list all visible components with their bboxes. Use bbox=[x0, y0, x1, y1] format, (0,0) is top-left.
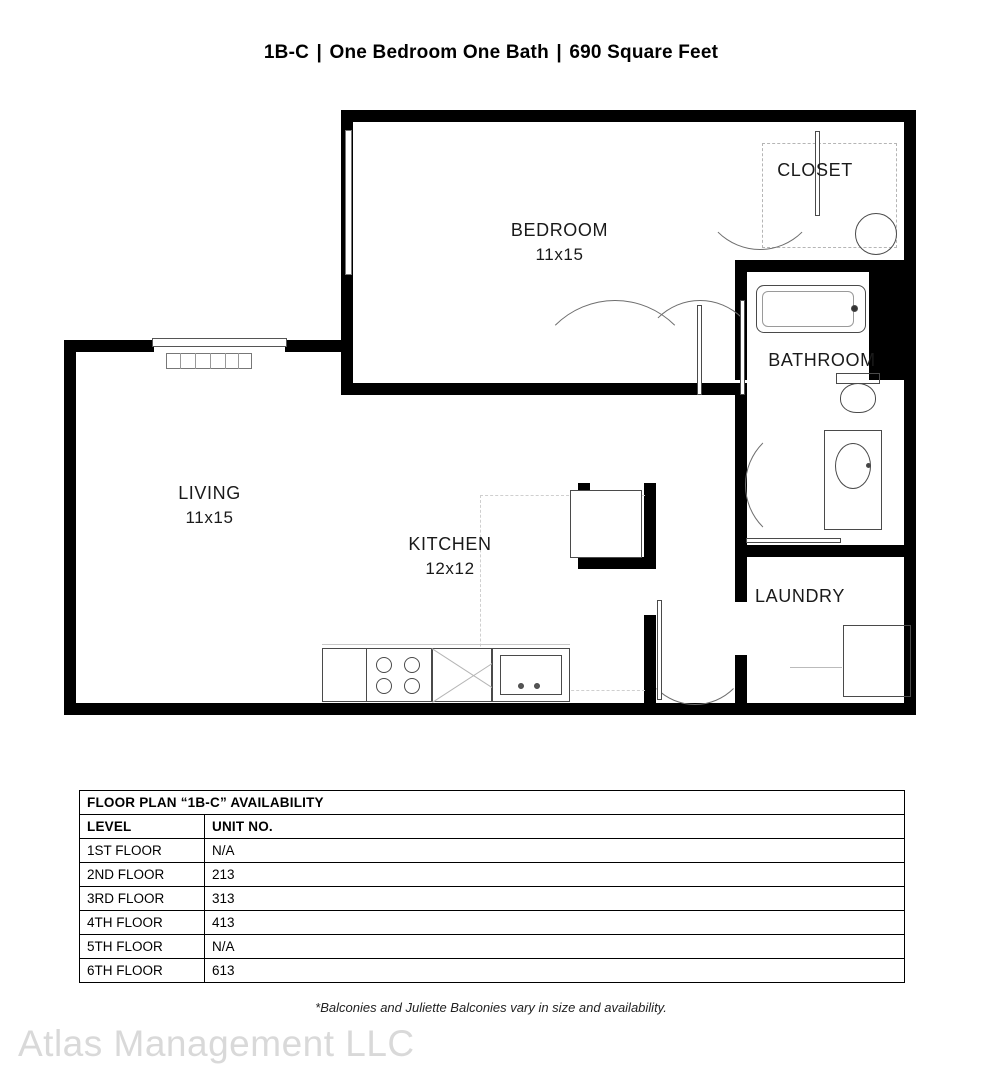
bathroom-door2-panel bbox=[746, 538, 841, 543]
living-balcony-grate bbox=[166, 353, 252, 369]
laundry-floor-line bbox=[790, 667, 842, 668]
wall-living-bottom bbox=[64, 703, 916, 715]
table-row bbox=[80, 887, 905, 911]
floor-plan-diagram bbox=[0, 95, 982, 745]
wall-kitchen-stub-right bbox=[644, 483, 656, 569]
title-separator-1: | bbox=[316, 42, 323, 63]
range-burner-3 bbox=[376, 678, 392, 694]
vanity-faucet bbox=[866, 463, 871, 468]
wall-bathroom-top bbox=[735, 260, 916, 272]
table-caption-row bbox=[80, 791, 905, 815]
bedroom-door-swing bbox=[530, 300, 700, 470]
wall-living-left bbox=[64, 340, 76, 715]
cell-unit: 213 bbox=[205, 863, 905, 887]
room-label-bedroom bbox=[452, 217, 667, 268]
bathtub-drain bbox=[851, 305, 858, 312]
kitchen-sink-basin bbox=[500, 655, 562, 695]
room-dim-bedroom: 11x15 bbox=[535, 245, 584, 265]
availability-caption: FLOOR PLAN “1B-C” AVAILABILITY bbox=[80, 791, 905, 815]
table-row bbox=[80, 911, 905, 935]
living-balcony-grate-line-1 bbox=[180, 353, 181, 369]
room-label-living bbox=[112, 480, 307, 531]
room-label-closet bbox=[715, 157, 915, 183]
availability-table bbox=[79, 790, 905, 983]
room-name-closet: CLOSET bbox=[777, 160, 853, 180]
sink-faucet-1 bbox=[518, 683, 524, 689]
bedroom-door-panel bbox=[697, 305, 702, 395]
bedroom-window bbox=[345, 130, 352, 275]
room-dim-kitchen: 12x12 bbox=[425, 559, 475, 579]
sink-faucet-2 bbox=[534, 683, 540, 689]
table-row bbox=[80, 935, 905, 959]
laundry-door-panel bbox=[657, 600, 662, 700]
room-label-bathroom bbox=[712, 347, 932, 373]
cell-unit: N/A bbox=[205, 935, 905, 959]
column-header-unit: UNIT NO. bbox=[205, 815, 905, 839]
living-balcony-rail bbox=[152, 338, 287, 347]
cell-unit: 413 bbox=[205, 911, 905, 935]
cell-unit: N/A bbox=[205, 839, 905, 863]
plan-area: 690 Square Feet bbox=[569, 42, 719, 63]
room-name-bathroom: BATHROOM bbox=[768, 350, 876, 370]
footnote: *Balconies and Juliette Balconies vary in size and availability. bbox=[315, 1000, 667, 1015]
cell-unit: 613 bbox=[205, 959, 905, 983]
room-name-laundry: LAUNDRY bbox=[755, 586, 845, 606]
living-balcony-grate-line-3 bbox=[210, 353, 211, 369]
title-separator-2: | bbox=[556, 42, 562, 63]
wall-living-top-right bbox=[285, 340, 353, 352]
table-row bbox=[80, 839, 905, 863]
kitchen-counter-edge bbox=[322, 644, 570, 645]
toilet-bowl bbox=[840, 383, 876, 413]
wall-laundry-top bbox=[735, 545, 916, 557]
table-row bbox=[80, 863, 905, 887]
kitchen-range bbox=[366, 648, 432, 702]
cell-level: 2ND FLOOR bbox=[80, 863, 205, 887]
watermark-logo: Atlas Management LLC bbox=[18, 1023, 415, 1064]
range-burner-4 bbox=[404, 678, 420, 694]
range-burner-1 bbox=[376, 657, 392, 673]
cell-level: 6TH FLOOR bbox=[80, 959, 205, 983]
room-dim-living: 11x15 bbox=[185, 508, 234, 528]
table-row bbox=[80, 959, 905, 983]
cell-level: 4TH FLOOR bbox=[80, 911, 205, 935]
room-label-laundry bbox=[700, 583, 900, 609]
living-balcony-grate-line-2 bbox=[195, 353, 196, 369]
kitchen-dishwasher bbox=[432, 648, 492, 702]
closet-door-swing bbox=[700, 130, 820, 250]
bathtub-inner bbox=[762, 291, 854, 327]
cell-level: 3RD FLOOR bbox=[80, 887, 205, 911]
room-name-living: LIVING bbox=[178, 483, 241, 503]
wall-living-top-left bbox=[64, 340, 154, 352]
wall-bedroom-left-lower bbox=[341, 280, 353, 395]
availability-table-wrap bbox=[79, 790, 905, 983]
column-header-level: LEVEL bbox=[80, 815, 205, 839]
closet-round-fixture bbox=[855, 213, 897, 255]
table-header-row bbox=[80, 815, 905, 839]
room-name-kitchen: KITCHEN bbox=[408, 534, 492, 554]
cell-level: 1ST FLOOR bbox=[80, 839, 205, 863]
plan-description: One Bedroom One Bath bbox=[329, 42, 549, 63]
wall-right-outer-upper bbox=[904, 110, 916, 270]
cell-unit: 313 bbox=[205, 887, 905, 911]
cell-level: 5TH FLOOR bbox=[80, 935, 205, 959]
washer-dryer bbox=[843, 625, 911, 697]
room-name-bedroom: BEDROOM bbox=[510, 220, 609, 240]
wall-bedroom-top bbox=[341, 110, 916, 122]
kitchen-refrigerator bbox=[570, 490, 642, 558]
range-burner-2 bbox=[404, 657, 420, 673]
room-label-kitchen bbox=[350, 531, 550, 582]
living-balcony-grate-line-5 bbox=[238, 353, 239, 369]
living-balcony-grate-line-4 bbox=[225, 353, 226, 369]
bathroom-door2-swing bbox=[745, 425, 865, 545]
plan-code: 1B-C bbox=[263, 42, 310, 63]
page-title bbox=[0, 42, 982, 64]
